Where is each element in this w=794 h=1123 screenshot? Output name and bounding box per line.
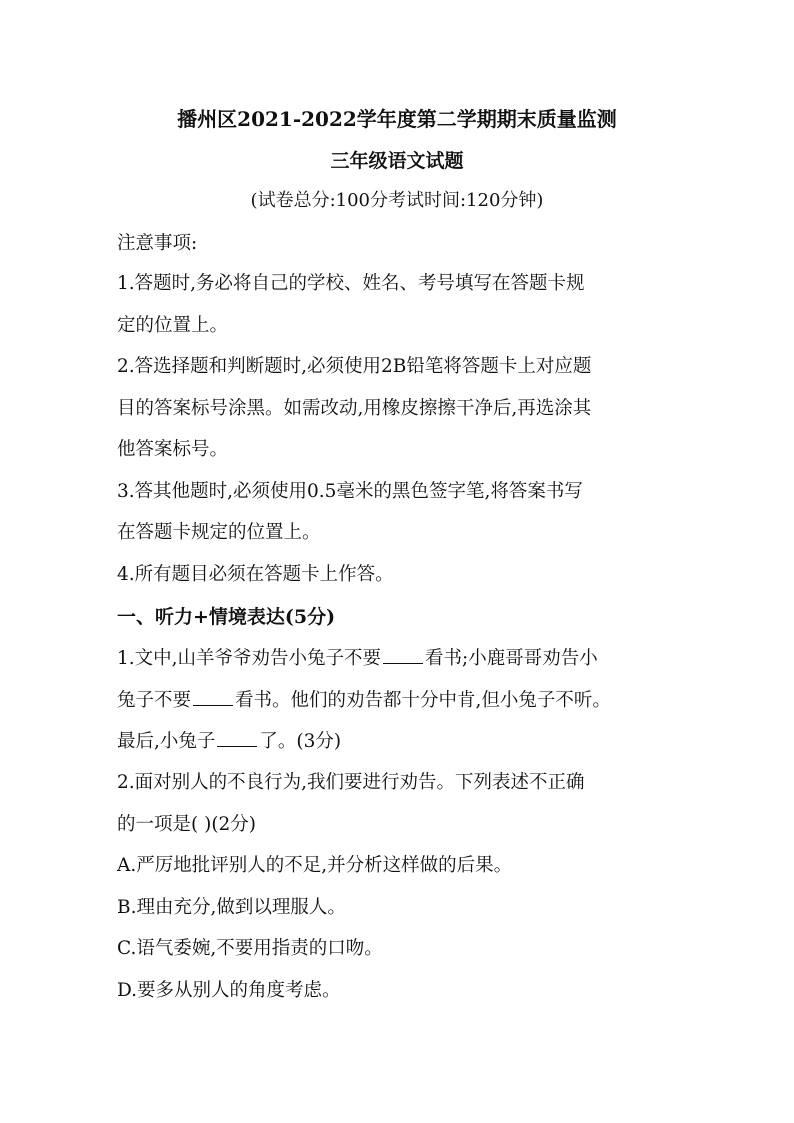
- question-1-text-e: 最后,小兔子: [117, 731, 216, 752]
- question-1-line-2: [117, 687, 687, 714]
- exam-title: 播州区2021-2022学年度第二学期期末质量监测: [177, 107, 617, 131]
- question-1-text-c: 兔子不要: [117, 690, 192, 711]
- question-1-text-b: 看书;小鹿哥哥劝告小: [425, 648, 598, 669]
- question-2-line-1: 2.面对别人的不良行为,我们要进行劝告。下列表述不正确: [117, 772, 585, 793]
- question-2-option-a: A.严厉地批评别人的不足,并分析这样做的后果。: [117, 855, 513, 876]
- question-1-text-d: 看书。他们的劝告都十分中肯,但小兔子不听。: [235, 690, 611, 711]
- question-2-option-b: B.理由充分,做到以理服人。: [117, 897, 346, 918]
- question-2-option-d: D.要多从别人的角度考虑。: [117, 980, 341, 1001]
- question-1-line-1: [117, 645, 687, 672]
- question-2-line-2: 的一项是( )(2分): [117, 814, 257, 835]
- notice-item-3-line-2: 在答题卡规定的位置上。: [117, 522, 321, 543]
- question-1-text-f: 了。(3分): [259, 731, 342, 752]
- notice-item-1-line-1: 1.答题时,务必将自己的学校、姓名、考号填写在答题卡规: [117, 273, 585, 294]
- notice-item-2-line-2: 目的答案标号涂黑。如需改动,用橡皮擦擦干净后,再选涂其: [117, 398, 592, 419]
- section-1-heading: 一、听力+情境表达(5分): [117, 606, 336, 628]
- answer-blank: [193, 687, 233, 706]
- answer-blank: [217, 728, 257, 747]
- question-2-option-c: C.语气委婉,不要用指责的口吻。: [117, 938, 383, 959]
- subject-title: 三年级语文试题: [330, 150, 464, 172]
- notice-item-2-line-1: 2.答选择题和判断题时,必须使用2B铅笔将答题卡上对应题: [117, 356, 592, 377]
- question-1-text-a: 1.文中,山羊爷爷劝告小兔子不要: [117, 648, 382, 669]
- question-1-line-3: [117, 728, 687, 755]
- answer-blank: [383, 645, 423, 664]
- notice-heading: 注意事项:: [117, 233, 198, 254]
- notice-item-3-line-1: 3.答其他题时,必须使用0.5毫米的黑色签字笔,将答案书写: [117, 481, 583, 502]
- notice-item-4-line-1: 4.所有题目必须在答题卡上作答。: [117, 564, 394, 585]
- exam-info: (试卷总分:100分考试时间:120分钟): [250, 190, 544, 211]
- notice-item-2-line-3: 他答案标号。: [117, 439, 229, 460]
- notice-item-1-line-2: 定的位置上。: [117, 315, 229, 336]
